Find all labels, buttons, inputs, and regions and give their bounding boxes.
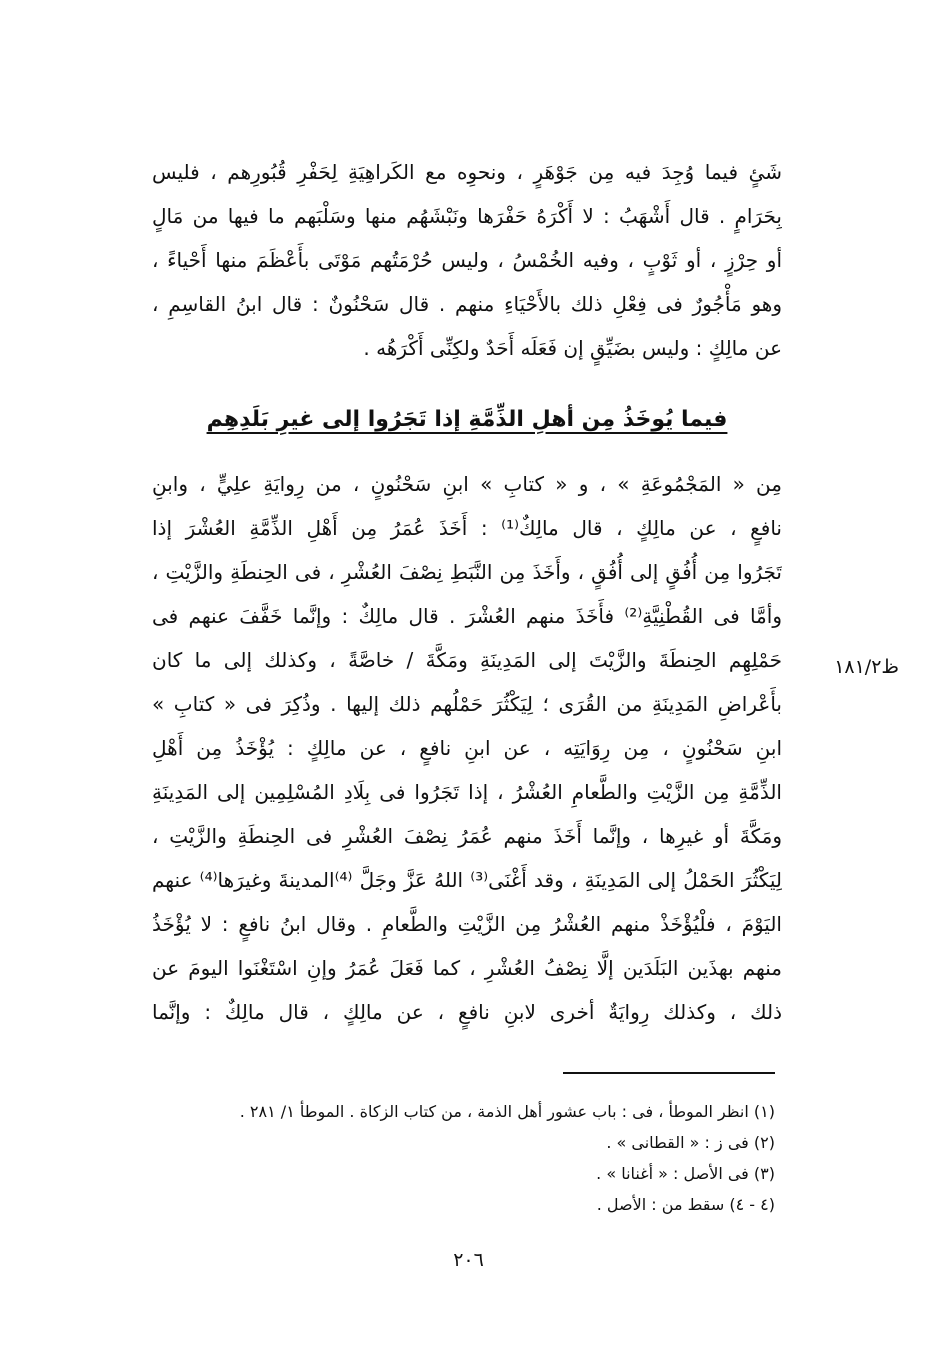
main-paragraph (152, 462, 782, 1034)
page-number: ٢٠٦ (453, 1249, 484, 1271)
paragraph-line: ابنِ سَحْنُونٍ ، مِن رِوَايَتِه ، عن ابنِ نافعٍ ، عن مالِكٍ : يُؤْخَذُ مِن أَهْلِ (152, 736, 782, 760)
paragraph-line: اليَوْمَ ، فلْيُؤْخَذْ منهم العُشْرُ مِن الزَّيْتِ والطَّعامِ . وقال ابنُ نافعٍ : لا يُؤْخَذُ (152, 912, 782, 936)
paragraph-line: مِن « المَجْمُوعَةِ » ، و « كتابِ » ابنِ سَحْنُونٍ ، من رِوايَةِ علِيٍّ ، وابنِ (152, 472, 782, 496)
paragraph-line: نافعٍ ، عن مالِكٍ ، قال مالِكٌ⁽¹⁾ : أَخَذَ عُمَرُ مِن أَهْلِ الذِّمَّةِ العُشْرَ إذا (152, 516, 782, 540)
paragraph-line: حَمْلِهِم الحِنطَةَ والزَّيْتَ إلى المَدِينَةِ ومَكَّةَ / خاصَّةً ، وكذلك إلى ما كان (152, 648, 782, 672)
footnote-divider (563, 1072, 775, 1074)
footnote-item: (١) انظر الموطأ ، فى : باب عشور أهل الذمة ، من كتاب الزكاة . الموطأ ١/ ٢٨١ . (239, 1102, 775, 1121)
paragraph-line: منهم بهذَين البَلَدَين إلَّا نِصْفُ العُشْرِ ، كما فَعَلَ عُمَرُ وإنِ اسْتَغْنَوا اليومَ عن (152, 956, 782, 980)
paragraph-line: الذِّمَّةِ مِن الزَّيْتِ والطَّعامِ العُشْرُ ، إذا تَجَرُوا فى بِلَادِ المُسْلِمِين إلى المَدِينَةِ (152, 780, 782, 804)
footnotes (155, 1096, 775, 1220)
paragraph-line: بأَعْراضِ المَدِينَةِ من القُرَى ؛ لِيَكْثُرَ حَمْلُهم ذلك إليها . وذُكِرَ فى « كتابِ » (152, 692, 782, 716)
paragraph-line: تَجَرُوا مِن أُفُقٍ إلى أُفُقٍ ، وأَخَذَ مِن النَّبَطِ نِصْفَ العُشْرِ ، فى الحِنطَةِ والزَّيْتِ ، (152, 560, 782, 584)
top-paragraph (152, 150, 782, 370)
section-heading: فيما يُوخَذُ مِن أهلِ الذِّمَّةِ إذا تَجَرُوا إلى غيرِ بَلَدِهِم (206, 407, 728, 432)
paragraph-line: بِحَرَامٍ . قال أَشْهَبُ : لا أَكْرَهُ حَفْرَها ونَبْشَهُم منها وسَلْبَهم ما فيها من مَالٍ (152, 204, 782, 228)
paragraph-line: وأمَّا فى القُطْنِيَّةِ⁽²⁾ فأَخَذَ منهم العُشْرَ . قال مالِكٌ : وإنَّما خَفَّفَ عنهم فى (152, 604, 782, 628)
margin-folio-reference: ظ١٨١/٢ (834, 656, 899, 678)
paragraph-line: شَئٍ فيما وُجِدَ فيه مِن جَوْهَرٍ ، ونحوِه مع الكَراهِيَةِ لِحَفْرِ قُبُورِهم ، فليس (152, 160, 782, 184)
paragraph-line: وهو مَأْجُورٌ فى فِعْلِ ذلك بالأَحْيَاءِ منهم . قال سَحْنُونٌ : قال ابنُ القاسِمِ ، (152, 292, 782, 316)
footnote-item: (٤ - ٤) سقط من : الأصل . (596, 1195, 775, 1214)
paragraph-line: لِيَكْثُرَ الحَمْلُ إلى المَدِينَةِ ، وقد أَغْنَى⁽³⁾ اللهُ عَزَّ وجَلَّ ⁽⁴⁾المدينةَ وغيرَها⁽⁴⁾ عنهم (152, 868, 782, 892)
paragraph-line: ومَكَّةَ أو غيرِها ، وإنَّما أَخَذَ منهم عُمَرُ نِصْفَ العُشْرِ فى الحِنطَةِ والزَّيْتِ ، (152, 824, 782, 848)
paragraph-line: أو حِرْزٍ ، أو ثَوْبٍ ، وفيه الخُمْسُ ، وليس حُرْمَتُهم مَوْتَى بأَعْظَمَ منها أَحْياءً ، (152, 248, 782, 272)
footnote-item: (٢) فى ز : « القطانى » . (606, 1133, 775, 1152)
paragraph-line: ذلك ، وكذلك رِوايَةٌ أخرى لابنِ نافعٍ ، عن مالِكٍ ، قال مالِكٌ : وإنَّما (152, 1000, 782, 1024)
paragraph-line: عن مالِكٍ : وليس بضَيِّقٍ إن فَعَلَه أَحَدٌ ولكِنِّى أَكْرَهُه . (363, 336, 782, 360)
footnote-item: (٣) فى الأصل : « أغنانا » . (596, 1164, 775, 1183)
